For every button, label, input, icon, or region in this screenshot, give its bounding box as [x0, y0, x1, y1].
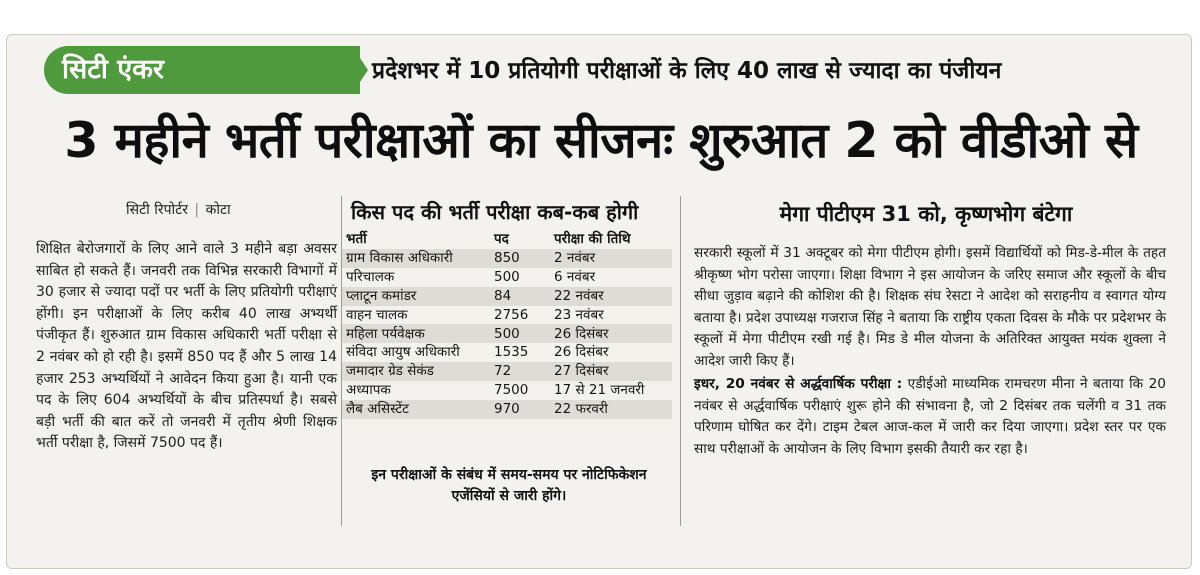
header-post: भर्ती: [346, 231, 367, 248]
post-name: ग्राम विकास अधिकारी: [346, 249, 453, 266]
vacancy-count: 850: [494, 249, 520, 266]
post-name: महिला पर्यवेक्षक: [346, 325, 425, 342]
table-row: [342, 343, 672, 362]
exam-date: 23 नवंबर: [554, 306, 604, 323]
table-footnote: इन परीक्षाओं के संबंध में समय-समय पर नोटिफिकेशन एजेंसियों से जारी होंगे।: [371, 467, 647, 504]
right-article-subhead: इधर, 20 नवंबर से अर्द्धवार्षिक परीक्षा :: [694, 376, 903, 392]
exam-date: 6 नवंबर: [554, 268, 596, 285]
post-name: संविदा आयुष अधिकारी: [346, 344, 460, 361]
section-badge-arrow: [352, 46, 368, 94]
table-row: [342, 400, 672, 419]
table-row: [342, 268, 672, 287]
section-badge-label: सिटी एंकर: [62, 54, 164, 85]
post-name: अध्यापक: [346, 382, 391, 399]
exam-date: 22 नवंबर: [554, 287, 604, 304]
vacancy-count: 500: [494, 325, 520, 342]
header-vacancies: पद: [494, 231, 509, 248]
vacancy-count: 72: [494, 363, 512, 380]
reporter-name: सिटी रिपोर्टर: [126, 202, 188, 218]
exam-date: 27 दिसंबर: [554, 363, 609, 380]
right-article-para-2: [694, 374, 1166, 460]
table-row: [342, 362, 672, 381]
vacancy-count: 970: [494, 401, 520, 418]
column-divider-right: [680, 196, 681, 526]
vacancy-count: 2756: [494, 306, 529, 323]
exam-date: 26 दिसंबर: [554, 344, 609, 361]
exam-date: 26 दिसंबर: [554, 325, 609, 342]
byline: [126, 198, 231, 222]
right-article-para-1: सरकारी स्कूलों में 31 अक्टूबर को मेगा पीटीएम होगी। इसमें विद्यार्थियों को मिड-डे-मील के तहत श्रीकृष्ण भोग परोसा जाएगा। शिक्षा विभाग ने इस आयोजन के जरिए समाज और स्कूलों के बीच सीधा जुड़ाव बढ़ाने की कोशिश की है। शिक्षक संघ रेसटा ने आदेश को सराहनीय व स्वागत योग्य बताया है। प्रदेश उपाध्यक्ष गजराज सिंह ने बताया कि राष्ट्रीय एकता दिवस के मौके पर प्रदेशभर के स्कूलों में मेगा पीटीएम रखी गई है। मिड डे मील योजना के अतिरिक्त आयुक्त मयंक शुक्ला ने आदेश जारी किए हैं।: [694, 245, 1166, 369]
right-article-headline: मेगा पीटीएम 31 को, कृष्णभोग बंटेगा: [779, 202, 1073, 226]
exam-table-title: किस पद की भर्ती परीक्षा कब-कब होगी: [351, 200, 639, 224]
table-row: [342, 306, 672, 325]
dateline-city: कोटा: [205, 202, 231, 218]
exam-date: 2 नवंबर: [554, 249, 596, 266]
left-article-body: शिक्षित बेरोजगारों के लिए आने वाले 3 महीने बड़ा अवसर साबित हो सकते हैं। जनवरी तक विभिन्न सरकारी विभागों में 30 हजार से ज्यादा पदों पर भर्ती के लिए प्रतियोगी परीक्षाएं होंगी। इन परीक्षाओं के लिए करीब 40 लाख अभ्यर्थी पंजीकृत हैं। शुरुआत ग्राम विकास अधिकारी भर्ती परीक्षा से 2 नवंबर को हो रही है। इसमें 850 पद हैं और 5 लाख 14 हजार 253 अभ्यर्थियों ने आवेदन किया हुआ है। यानी एक पद के लिए 604 अभ्यर्थियों के बीच प्रतिस्पर्धा है। सबसे बड़ी भर्ती की बात करें तो जनवरी में तृतीय श्रेणी शिक्षक भर्ती परीक्षा है, जिसमें 7500 पद हैं।: [36, 241, 337, 452]
exam-schedule-table: [342, 230, 672, 419]
post-name: परिचालक: [346, 268, 395, 285]
post-name: वाहन चालक: [346, 306, 408, 323]
post-name: जमादार ग्रेड सेकंड: [346, 363, 434, 380]
vacancy-count: 500: [494, 268, 520, 285]
right-article-para-2-text: एडीईओ माध्यमिक रामचरण मीना ने बताया कि 20 नवंबर से अर्द्धवार्षिक परीक्षाएं शुरू होने की संभावना है, जो 2 दिसंबर तक चलेंगी व 31 तक परिणाम घोषित कर देंगे। टाइम टेबल आज-कल में जारी कर दिया जाएगा। प्रदेश स्तर पर एक साथ परीक्षाओं के आयोजन के लिए विभाग इसकी तैयारी कर रहा है।: [694, 376, 1167, 457]
byline-separator: |: [194, 202, 200, 218]
exam-date: 22 फरवरी: [554, 401, 608, 418]
kicker-line: प्रदेशभर में 10 प्रतियोगी परीक्षाओं के लिए 40 लाख से ज्यादा का पंजीयन: [372, 58, 1002, 84]
table-row: [342, 324, 672, 343]
table-header-row: [342, 230, 672, 249]
main-headline: 3 महीने भर्ती परीक्षाओं का सीजनः शुरुआत 2 को वीडीओ से: [64, 112, 1138, 169]
header-exam-date: परीक्षा की तिथि: [554, 231, 631, 248]
vacancy-count: 1535: [494, 344, 529, 361]
table-row: [342, 381, 672, 400]
table-row: [342, 287, 672, 306]
vacancy-count: 7500: [494, 382, 529, 399]
exam-date: 17 से 21 जनवरी: [554, 382, 645, 399]
vacancy-count: 84: [494, 287, 512, 304]
table-row: [342, 249, 672, 268]
post-name: प्लाटून कमांडर: [346, 287, 417, 304]
right-article-body: [694, 243, 1166, 460]
post-name: लैब असिस्टेंट: [346, 401, 409, 418]
